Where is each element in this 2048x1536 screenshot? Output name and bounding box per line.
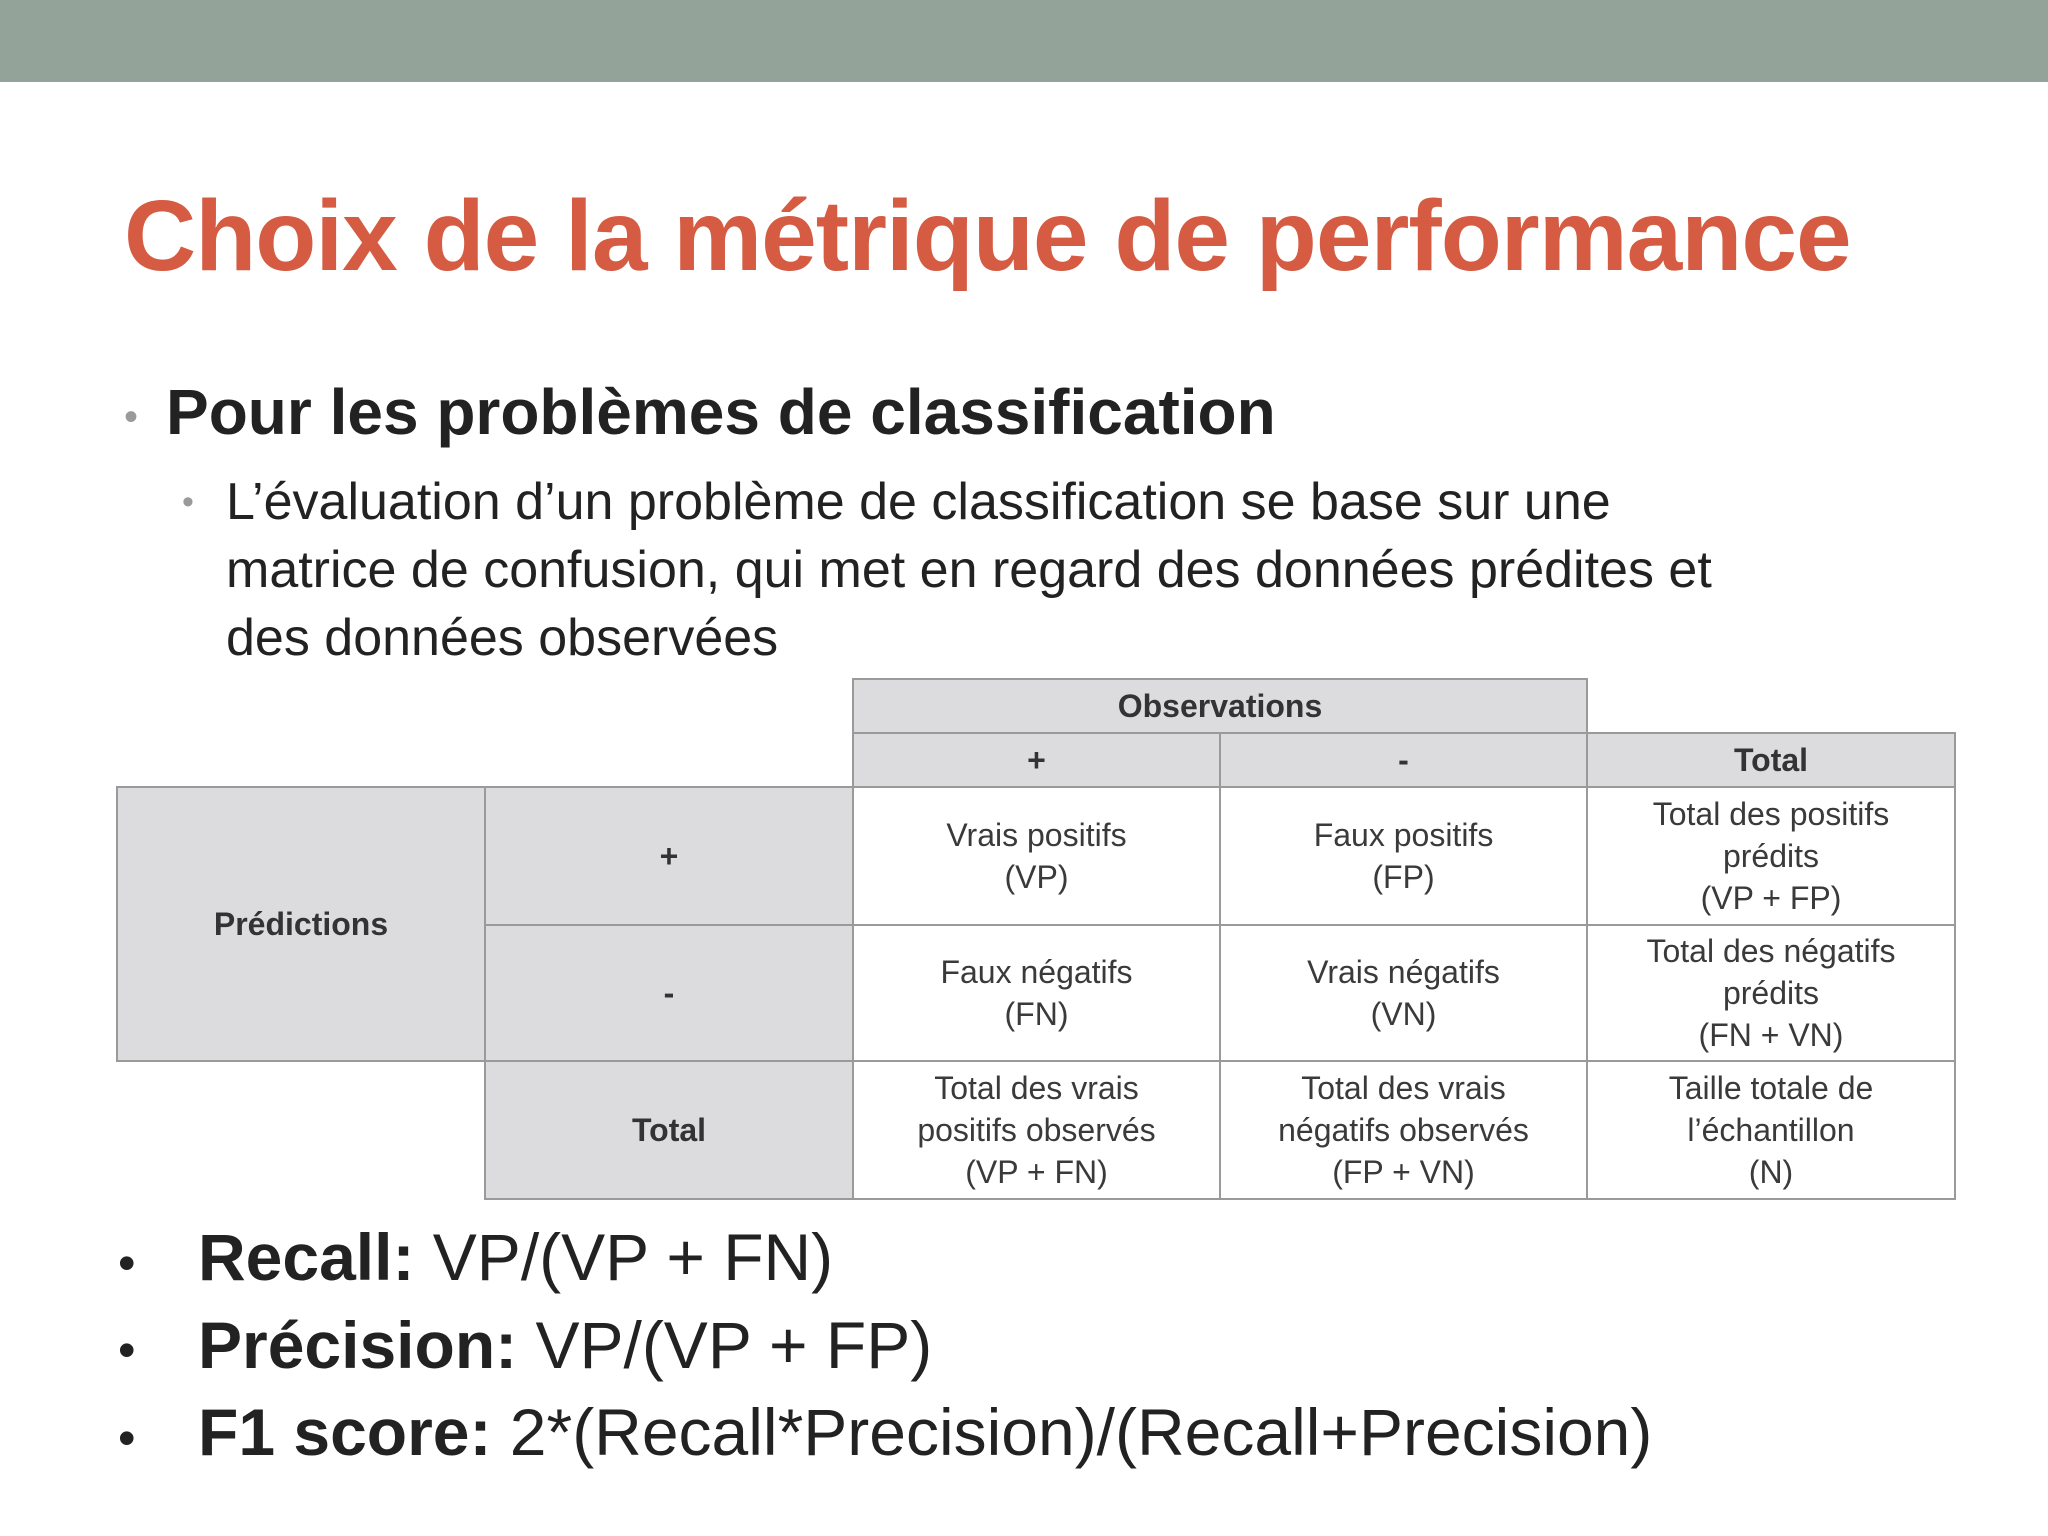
metric-formula: 2*(Recall*Precision)/(Recall+Precision) [491,1395,1653,1470]
cell-true-negatives: Vrais négatifs (VN) [1219,924,1588,1062]
cell-total-positive-predictions: Total des positifs prédits (VP + FP) [1586,786,1956,926]
metric-label: F1 score: [198,1395,492,1470]
cell-true-positives: Vrais positifs (VP) [852,786,1221,926]
metric-precision [118,1304,1652,1392]
col-header-plus: + [852,732,1221,788]
main-bullet-text: Pour les problèmes de classification [166,376,1276,448]
predictions-label: Prédictions [116,786,486,1062]
metric-recall [118,1216,1652,1304]
cell-total-negative-predictions: Total des négatifs prédits (FN + VN) [1586,924,1956,1062]
cell-sample-size: Taille totale de l’échantillon (N) [1586,1060,1956,1200]
slide-title: Choix de la métrique de performance [124,180,1851,292]
metric-label: Recall: [198,1220,415,1294]
sub-bullet [182,468,1902,672]
metric-bullet-dot: • [118,1234,136,1291]
metric-formula: VP/(VP + FN) [414,1220,834,1294]
metric-bullet-dot: • [118,1322,136,1379]
sub-bullet-line-3: des données observées [226,609,779,667]
sub-bullet-line-1: L’évaluation d’un problème de classification se base sur une [226,473,1611,531]
metric-bullet-dot: • [118,1409,136,1466]
bullet-dot: • [124,395,139,440]
metrics-list [118,1216,1652,1479]
metric-label: Précision: [198,1307,518,1382]
row-header-plus: + [484,786,854,926]
cell-total-negative-observations: Total des vrais négatifs observés (FP + VN) [1219,1060,1588,1200]
cell-false-negatives: Faux négatifs (FN) [852,924,1221,1062]
col-header-total: Total [1586,732,1956,788]
row-header-total: Total [484,1060,854,1200]
sub-bullet-dot: • [182,483,194,521]
cell-false-positives: Faux positifs (FP) [1219,786,1588,926]
observations-header: Observations [852,678,1588,734]
row-header-minus: - [484,924,854,1062]
top-bar [0,0,2048,82]
main-bullet [124,372,1276,457]
metric-f1-score [118,1391,1652,1479]
sub-bullet-line-2: matrice de confusion, qui met en regard des données prédites et [226,541,1712,599]
metric-formula: VP/(VP + FP) [517,1307,933,1382]
cell-total-positive-observations: Total des vrais positifs observés (VP + FN) [852,1060,1221,1200]
col-header-minus: - [1219,732,1588,788]
